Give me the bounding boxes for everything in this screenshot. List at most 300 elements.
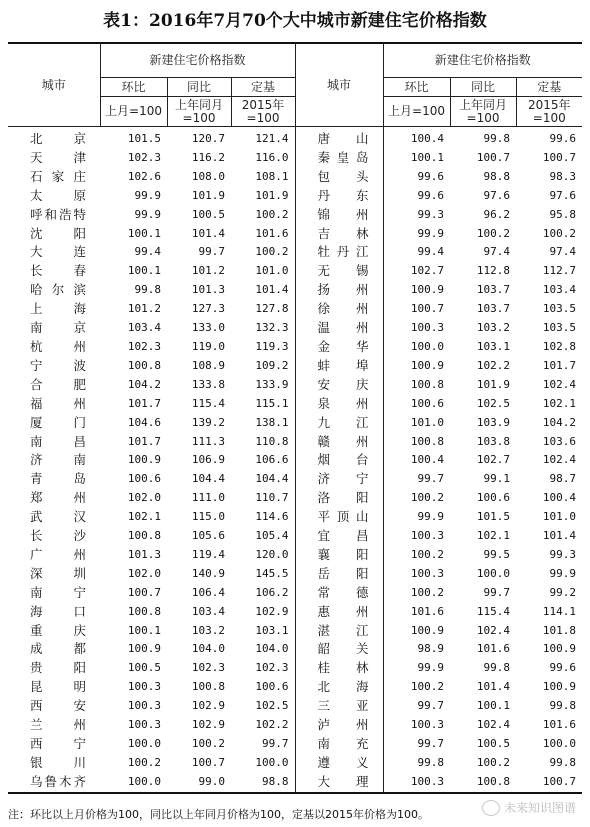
base-value: 101.4 bbox=[231, 281, 295, 300]
yoy-value: 100.1 bbox=[476, 699, 511, 713]
table-row bbox=[8, 489, 582, 508]
mom-value: 99.8 bbox=[383, 754, 450, 773]
city-name: 三亚 bbox=[317, 698, 369, 714]
mom-value: 100.8 bbox=[383, 433, 450, 452]
base-value: 99.8 bbox=[549, 755, 577, 769]
city-name: 哈尔滨 bbox=[30, 282, 86, 298]
yoy-value: 99.8 bbox=[483, 132, 511, 145]
city-name: 无锡 bbox=[317, 263, 369, 279]
yoy-value: 96.2 bbox=[483, 207, 511, 221]
base-value: 103.4 bbox=[542, 283, 577, 297]
yoy-value: 102.4 bbox=[476, 718, 511, 732]
yoy-value: 100.6 bbox=[476, 491, 511, 505]
city-name: 济南 bbox=[30, 452, 86, 468]
yoy-value: 99.1 bbox=[483, 472, 511, 486]
base-value: 100.4 bbox=[542, 491, 577, 505]
mom-value: 102.0 bbox=[127, 566, 161, 580]
yoy-value: 100.7 bbox=[476, 150, 511, 164]
base-value: 106.6 bbox=[231, 451, 295, 470]
city-name: 呼和浩特 bbox=[30, 206, 86, 222]
yoy-value: 100.0 bbox=[476, 566, 511, 580]
mom-value: 100.3 bbox=[127, 680, 161, 694]
yoy-value: 97.6 bbox=[483, 188, 511, 202]
city-header-left: 城市 bbox=[8, 43, 100, 127]
mom-value: 99.7 bbox=[383, 470, 450, 489]
city-name: 郑州 bbox=[30, 490, 86, 506]
city-name: 吉林 bbox=[317, 225, 369, 241]
mom-value: 100.1 bbox=[127, 264, 161, 278]
city-name: 大连 bbox=[30, 244, 86, 260]
table-row bbox=[8, 678, 582, 697]
mom-value: 100.2 bbox=[383, 678, 450, 697]
city-name: 温州 bbox=[317, 320, 369, 336]
yoy-value: 103.4 bbox=[191, 604, 225, 618]
mom-value: 99.9 bbox=[383, 508, 450, 527]
table-body bbox=[8, 127, 582, 793]
city-name: 武汉 bbox=[30, 509, 86, 525]
yoy-value: 115.0 bbox=[191, 510, 225, 524]
table-row bbox=[8, 546, 582, 565]
mom-value: 104.2 bbox=[127, 377, 161, 391]
city-name: 扬州 bbox=[317, 282, 369, 298]
table-row bbox=[8, 622, 582, 641]
yoy-value: 103.2 bbox=[191, 623, 225, 637]
city-name: 宁波 bbox=[30, 357, 86, 373]
yoy-value: 100.2 bbox=[476, 226, 511, 240]
base-value: 120.0 bbox=[231, 546, 295, 565]
mom-value: 101.3 bbox=[127, 547, 161, 561]
city-name: 九江 bbox=[317, 414, 369, 430]
table-row bbox=[8, 149, 582, 168]
city-name: 南充 bbox=[317, 736, 369, 751]
yoy-value: 102.5 bbox=[476, 396, 511, 410]
mom-value: 100.1 bbox=[127, 623, 161, 637]
base-value: 101.8 bbox=[542, 623, 577, 637]
mom-value: 99.9 bbox=[383, 659, 450, 678]
base-value: 145.5 bbox=[231, 565, 295, 584]
yoy-value: 102.2 bbox=[476, 358, 511, 372]
base-value: 138.1 bbox=[231, 414, 295, 433]
mom-value: 100.7 bbox=[383, 300, 450, 319]
city-name: 秦皇岛 bbox=[317, 149, 369, 165]
base-value: 98.8 bbox=[231, 773, 295, 793]
city-name: 银川 bbox=[30, 754, 86, 770]
mom-value: 100.6 bbox=[127, 472, 161, 486]
city-name: 湛江 bbox=[317, 622, 369, 638]
city-name: 济宁 bbox=[317, 471, 369, 487]
base-value: 98.3 bbox=[549, 169, 577, 183]
yoy-value: 102.3 bbox=[191, 661, 225, 675]
base-value: 103.5 bbox=[542, 302, 577, 316]
city-name: 南宁 bbox=[30, 584, 86, 600]
table-row bbox=[8, 168, 582, 187]
mom-value: 100.9 bbox=[383, 357, 450, 376]
yoy-value: 99.5 bbox=[483, 547, 511, 561]
yoy-value: 104.4 bbox=[191, 472, 225, 486]
city-name: 昆明 bbox=[30, 679, 86, 695]
yoy-value: 103.7 bbox=[476, 302, 511, 316]
city-name: 海口 bbox=[30, 603, 86, 619]
mom-value: 100.2 bbox=[383, 546, 450, 565]
index-group-header-left: 新建住宅价格指数 bbox=[100, 43, 295, 78]
mom-value: 100.4 bbox=[383, 127, 450, 149]
base-value: 101.6 bbox=[231, 225, 295, 244]
yoy-value: 101.5 bbox=[476, 510, 511, 524]
city-name: 金华 bbox=[317, 338, 369, 354]
table-row bbox=[8, 527, 582, 546]
yoy-value: 100.8 bbox=[191, 680, 225, 694]
mom-value: 100.8 bbox=[127, 529, 161, 543]
yoy-value: 106.4 bbox=[191, 585, 225, 599]
yoy-value: 119.4 bbox=[191, 547, 225, 561]
mom-value: 99.7 bbox=[383, 697, 450, 716]
mom-value: 100.9 bbox=[383, 281, 450, 300]
yoy-value: 101.3 bbox=[191, 283, 225, 297]
yoy-value: 108.9 bbox=[191, 358, 225, 372]
city-name: 大理 bbox=[295, 773, 383, 793]
yoy-value: 120.7 bbox=[191, 132, 225, 145]
yoy-value: 99.0 bbox=[167, 773, 231, 793]
base-value: 132.3 bbox=[231, 319, 295, 338]
mom-value: 100.0 bbox=[127, 737, 161, 750]
mom-value: 100.3 bbox=[383, 773, 450, 793]
mom-value: 104.6 bbox=[127, 415, 161, 429]
yoy-value: 101.9 bbox=[476, 377, 511, 391]
base-base-right: 2015年=100 bbox=[516, 97, 582, 127]
table-row bbox=[8, 319, 582, 338]
yoy-value: 100.5 bbox=[476, 737, 511, 750]
table-row bbox=[8, 225, 582, 244]
base-value: 133.9 bbox=[231, 376, 295, 395]
footnote: 注：环比以上月价格为100，同比以上年同月价格为100，定基以2015年价格为100。 bbox=[8, 808, 429, 821]
base-value: 110.8 bbox=[231, 433, 295, 452]
index-group-header-right: 新建住宅价格指数 bbox=[383, 43, 582, 78]
base-value: 102.8 bbox=[542, 339, 577, 353]
table-row bbox=[8, 603, 582, 622]
city-name: 重庆 bbox=[30, 622, 86, 638]
table-row bbox=[8, 338, 582, 357]
city-name: 上海 bbox=[30, 301, 86, 317]
mom-value: 101.5 bbox=[127, 132, 161, 145]
city-name: 厦门 bbox=[30, 414, 86, 430]
yoy-value: 102.4 bbox=[476, 623, 511, 637]
mom-value: 100.7 bbox=[127, 585, 161, 599]
mom-value: 99.6 bbox=[383, 187, 450, 206]
city-header-right: 城市 bbox=[295, 43, 383, 127]
mom-value: 100.9 bbox=[127, 642, 161, 656]
city-name: 赣州 bbox=[317, 433, 369, 449]
mom-value: 99.4 bbox=[134, 245, 161, 259]
base-value: 102.4 bbox=[542, 453, 577, 467]
mom-value: 100.8 bbox=[127, 358, 161, 372]
watermark-text: 未来知识图谱 bbox=[503, 801, 576, 815]
base-value: 99.6 bbox=[549, 661, 577, 675]
yoy-value: 139.2 bbox=[191, 415, 225, 429]
city-name: 北海 bbox=[317, 679, 369, 695]
mom-value: 101.0 bbox=[383, 414, 450, 433]
mom-value: 100.3 bbox=[383, 565, 450, 584]
mom-value: 100.2 bbox=[127, 755, 161, 769]
yoy-value: 100.2 bbox=[476, 755, 511, 769]
mom-value: 99.3 bbox=[383, 206, 450, 225]
city-name: 杭州 bbox=[30, 338, 86, 354]
table-row bbox=[8, 508, 582, 527]
mom-value: 99.7 bbox=[383, 735, 450, 754]
yoy-value: 111.0 bbox=[191, 491, 225, 505]
mom-value: 101.2 bbox=[127, 302, 161, 316]
table-row bbox=[8, 433, 582, 452]
city-name: 合肥 bbox=[30, 376, 86, 392]
city-name: 宜昌 bbox=[317, 528, 369, 544]
city-name: 贵阳 bbox=[30, 660, 86, 676]
yoy-value: 101.6 bbox=[476, 642, 511, 656]
city-name: 丹东 bbox=[317, 187, 369, 203]
city-name: 徐州 bbox=[317, 301, 369, 317]
base-value: 97.4 bbox=[549, 245, 577, 259]
base-value: 100.2 bbox=[231, 243, 295, 262]
base-value: 102.4 bbox=[542, 377, 577, 391]
base-value: 101.0 bbox=[542, 510, 577, 524]
yoy-value: 133.0 bbox=[191, 321, 225, 335]
city-name: 天津 bbox=[30, 149, 86, 165]
base-value: 100.9 bbox=[542, 642, 577, 656]
mom-value: 102.7 bbox=[383, 262, 450, 281]
base-header-right: 定基 bbox=[516, 78, 582, 97]
yoy-value: 111.3 bbox=[191, 434, 225, 448]
table-row bbox=[8, 243, 582, 262]
table-row bbox=[8, 206, 582, 225]
city-name: 常德 bbox=[317, 584, 369, 600]
table-row bbox=[8, 565, 582, 584]
yoy-base-left: 上年同月=100 bbox=[167, 97, 231, 127]
mom-value: 102.6 bbox=[127, 169, 161, 183]
city-name: 南京 bbox=[30, 320, 86, 336]
mom-value: 100.8 bbox=[383, 376, 450, 395]
city-name: 襄阳 bbox=[317, 546, 369, 562]
yoy-value: 99.7 bbox=[483, 585, 511, 599]
table-title: 表1：2016年7月70个大中城市新建住宅价格指数 bbox=[103, 11, 487, 31]
city-name: 长春 bbox=[30, 263, 86, 279]
mom-value: 100.1 bbox=[383, 149, 450, 168]
base-value: 101.0 bbox=[231, 262, 295, 281]
mom-value: 100.0 bbox=[100, 773, 167, 793]
mom-value: 99.6 bbox=[383, 168, 450, 187]
city-name: 洛阳 bbox=[317, 490, 369, 506]
city-name: 长沙 bbox=[30, 528, 86, 544]
base-value: 99.8 bbox=[549, 699, 577, 713]
yoy-value: 101.2 bbox=[191, 264, 225, 278]
city-name: 包头 bbox=[317, 168, 369, 184]
city-name: 广州 bbox=[30, 546, 86, 562]
base-value: 127.8 bbox=[231, 300, 295, 319]
mom-value: 100.2 bbox=[383, 584, 450, 603]
mom-header-left: 环比 bbox=[100, 78, 167, 97]
base-value: 100.0 bbox=[542, 737, 577, 750]
city-name: 泉州 bbox=[317, 395, 369, 411]
mom-value: 102.0 bbox=[127, 491, 161, 505]
wechat-logo-icon bbox=[482, 800, 500, 816]
city-name: 烟台 bbox=[317, 452, 369, 468]
yoy-value: 98.8 bbox=[483, 169, 511, 183]
yoy-value: 100.8 bbox=[450, 773, 516, 793]
city-name: 西宁 bbox=[30, 736, 86, 751]
table-row bbox=[8, 376, 582, 395]
mom-value: 99.9 bbox=[383, 225, 450, 244]
base-value: 100.7 bbox=[542, 150, 577, 164]
base-value: 119.3 bbox=[231, 338, 295, 357]
mom-value: 100.6 bbox=[383, 395, 450, 414]
yoy-value: 101.9 bbox=[191, 188, 225, 202]
mom-value: 98.9 bbox=[383, 640, 450, 659]
base-value: 95.8 bbox=[549, 207, 577, 221]
base-value: 100.9 bbox=[542, 680, 577, 694]
mom-value: 100.1 bbox=[127, 226, 161, 240]
base-value: 100.7 bbox=[516, 773, 582, 793]
city-name: 青岛 bbox=[30, 471, 86, 487]
mom-value: 100.0 bbox=[383, 338, 450, 357]
base-header-left: 定基 bbox=[231, 78, 295, 97]
base-base-left: 2015年=100 bbox=[231, 97, 295, 127]
table-row bbox=[8, 187, 582, 206]
base-value: 103.6 bbox=[542, 434, 577, 448]
mom-value: 99.9 bbox=[134, 188, 161, 202]
mom-value: 103.4 bbox=[127, 321, 161, 335]
yoy-value: 119.0 bbox=[191, 339, 225, 353]
city-name: 沈阳 bbox=[30, 225, 86, 241]
base-value: 101.7 bbox=[542, 358, 577, 372]
yoy-value: 115.4 bbox=[191, 396, 225, 410]
table-row bbox=[8, 659, 582, 678]
table-row bbox=[8, 262, 582, 281]
base-value: 108.1 bbox=[231, 168, 295, 187]
table-row bbox=[8, 697, 582, 716]
mom-value: 100.5 bbox=[127, 661, 161, 675]
city-name: 牡丹江 bbox=[317, 244, 369, 260]
mom-value: 99.4 bbox=[383, 243, 450, 262]
city-name: 南昌 bbox=[30, 433, 86, 449]
city-name: 深圳 bbox=[30, 565, 86, 581]
mom-value: 100.8 bbox=[127, 604, 161, 618]
city-name: 遵义 bbox=[317, 754, 369, 770]
base-value: 100.2 bbox=[542, 226, 577, 240]
base-value: 104.0 bbox=[231, 640, 295, 659]
yoy-value: 101.4 bbox=[476, 680, 511, 694]
mom-header-right: 环比 bbox=[383, 78, 450, 97]
mom-value: 101.7 bbox=[127, 396, 161, 410]
table-row bbox=[8, 451, 582, 470]
table-row bbox=[8, 640, 582, 659]
base-value: 121.4 bbox=[231, 127, 295, 149]
city-name: 安庆 bbox=[317, 376, 369, 392]
yoy-value: 112.8 bbox=[476, 264, 511, 278]
city-name: 韶关 bbox=[317, 641, 369, 657]
base-value: 106.2 bbox=[231, 584, 295, 603]
table-row bbox=[8, 127, 582, 149]
base-value: 99.3 bbox=[549, 547, 577, 561]
table-row bbox=[8, 414, 582, 433]
mom-value: 99.8 bbox=[134, 283, 161, 297]
base-value: 100.6 bbox=[231, 678, 295, 697]
table-row bbox=[8, 773, 582, 793]
mom-value: 100.2 bbox=[383, 489, 450, 508]
table-row bbox=[8, 281, 582, 300]
yoy-header-right: 同比 bbox=[450, 78, 516, 97]
yoy-value: 101.4 bbox=[191, 226, 225, 240]
city-name: 岳阳 bbox=[317, 565, 369, 581]
mom-value: 101.6 bbox=[383, 603, 450, 622]
base-value: 102.2 bbox=[231, 716, 295, 735]
mom-value: 101.7 bbox=[127, 434, 161, 448]
base-value: 100.0 bbox=[231, 754, 295, 773]
yoy-value: 102.9 bbox=[191, 718, 225, 732]
table-row bbox=[8, 470, 582, 489]
base-value: 102.3 bbox=[231, 659, 295, 678]
mom-value: 100.9 bbox=[127, 453, 161, 467]
base-value: 115.1 bbox=[231, 395, 295, 414]
base-value: 110.7 bbox=[231, 489, 295, 508]
city-name: 石家庄 bbox=[30, 168, 86, 184]
city-name: 西安 bbox=[30, 698, 86, 714]
city-name: 太原 bbox=[30, 187, 86, 203]
yoy-value: 103.1 bbox=[476, 339, 511, 353]
yoy-value: 100.5 bbox=[191, 207, 225, 221]
mom-value: 100.3 bbox=[127, 699, 161, 713]
base-value: 104.2 bbox=[542, 415, 577, 429]
yoy-value: 102.9 bbox=[191, 699, 225, 713]
base-value: 98.7 bbox=[549, 472, 577, 486]
yoy-value: 99.7 bbox=[198, 245, 225, 259]
mom-value: 100.9 bbox=[383, 622, 450, 641]
yoy-value: 102.1 bbox=[476, 529, 511, 543]
yoy-value: 97.4 bbox=[483, 245, 511, 259]
base-value: 101.9 bbox=[231, 187, 295, 206]
base-value: 104.4 bbox=[231, 470, 295, 489]
mom-base-right: 上月=100 bbox=[383, 97, 450, 127]
yoy-value: 116.2 bbox=[191, 150, 225, 164]
city-name: 唐山 bbox=[317, 131, 369, 146]
table-row bbox=[8, 584, 582, 603]
base-value: 116.0 bbox=[231, 149, 295, 168]
yoy-value: 106.9 bbox=[191, 453, 225, 467]
yoy-value: 105.6 bbox=[191, 529, 225, 543]
yoy-value: 100.7 bbox=[191, 755, 225, 769]
base-value: 103.1 bbox=[231, 622, 295, 641]
table-row bbox=[8, 716, 582, 735]
base-value: 97.6 bbox=[549, 188, 577, 202]
city-name: 锦州 bbox=[317, 206, 369, 222]
mom-base-left: 上月=100 bbox=[100, 97, 167, 127]
base-value: 102.5 bbox=[231, 697, 295, 716]
city-name: 蚌埠 bbox=[317, 357, 369, 373]
city-name: 兰州 bbox=[30, 717, 86, 733]
base-value: 112.7 bbox=[542, 264, 577, 278]
base-value: 101.4 bbox=[542, 529, 577, 543]
base-value: 114.6 bbox=[231, 508, 295, 527]
city-name: 福州 bbox=[30, 395, 86, 411]
mom-value: 100.4 bbox=[383, 451, 450, 470]
city-name: 惠州 bbox=[317, 603, 369, 619]
yoy-value: 127.3 bbox=[191, 302, 225, 316]
yoy-value: 99.8 bbox=[483, 661, 511, 675]
table-row bbox=[8, 735, 582, 754]
base-value: 102.9 bbox=[231, 603, 295, 622]
mom-value: 102.3 bbox=[127, 339, 161, 353]
yoy-value: 100.2 bbox=[191, 737, 225, 750]
yoy-value: 103.7 bbox=[476, 283, 511, 297]
city-name: 泸州 bbox=[317, 717, 369, 733]
base-value: 114.1 bbox=[542, 604, 577, 618]
mom-value: 102.3 bbox=[127, 150, 161, 164]
